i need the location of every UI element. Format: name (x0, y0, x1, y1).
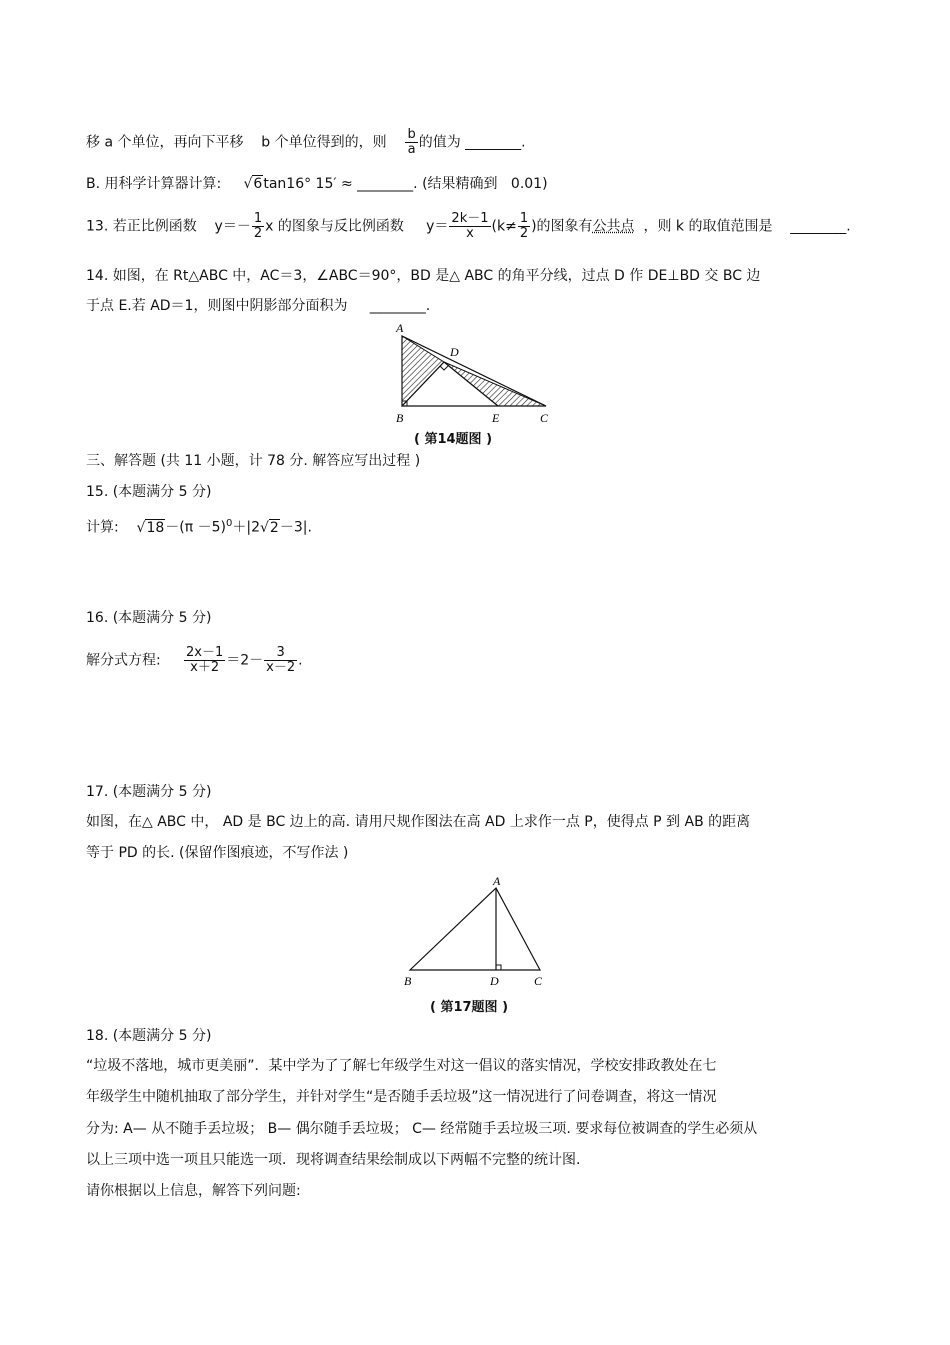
label-a: A (396, 321, 404, 335)
fraction-b-over-a: $\frac{b}{a}$ (407, 127, 416, 157)
question-17-line2: 等于 PD 的长. (保留作图痕迹，不写作法 ) (86, 845, 349, 861)
label-e: E (492, 411, 500, 425)
label-d17: D (490, 974, 499, 988)
question-17-line1: 如图，在△ ABC 中， AD 是 BC 边上的高. 请用尺规作图法在高 AD 上求作一点 P，使得点 P 到 AB 的距离 (86, 814, 751, 830)
sqrt-expression: √6 (243, 176, 263, 192)
label-c17: C (534, 974, 543, 988)
fraction-one-half-cond: $\frac{1}{2}$ (519, 211, 529, 241)
question-14-line2: 于点 E.若 AD＝1，则图中阴影部分面积为 ________. (86, 298, 431, 314)
question-16-body: 解分式方程: $\frac{2x-1}{x+2}$ ＝2－ $\frac{3}{x-2}$ . (86, 645, 303, 675)
figure-14-caption: ( 第14题图 ) (414, 432, 493, 447)
shaded-region-dec (444, 362, 546, 406)
fraction-2k-minus-1-over-x: $\frac{2k-1}{x}$ (451, 211, 489, 241)
figure-14 (388, 318, 558, 428)
emphasis-common-point: 公共点 (592, 218, 635, 235)
sqrt-2: √2 (260, 519, 279, 536)
fraction-one-half: $\frac{1}{2}$ (253, 211, 263, 241)
right-angle-mark-d17 (496, 965, 501, 970)
fraction-2x-minus-1-over-x-plus-2: $\frac{2x-1}{x+2}$ (185, 645, 224, 675)
figure-17 (398, 872, 558, 992)
label-d: D (450, 345, 459, 359)
section-3-heading: 三、解答题 (共 11 小题，计 78 分. 解答应写出过程 ) (86, 453, 421, 469)
question-b: B. 用科学计算器计算: √6tan16° 15′ ≈ ________. (结果精确到 0.01) (86, 176, 548, 192)
question-18-line1: “垃圾不落地，城市更美丽”．某中学为了了解七年级学生对这一倡议的落实情况，学校安排政教处在七 (86, 1058, 717, 1074)
question-15-title: 15. (本题满分 5 分) (86, 484, 212, 500)
label-b: B (396, 411, 404, 425)
figure-17-caption: ( 第17题图 ) (430, 1000, 509, 1015)
label-a17: A (493, 874, 501, 888)
question-16-title: 16. (本题满分 5 分) (86, 610, 212, 626)
question-18-title: 18. (本题满分 5 分) (86, 1028, 212, 1044)
question-18-line2: 年级学生中随机抽取了部分学生，并针对学生“是否随手丢垃圾”这一情况进行了问卷调查，将这一情况 (86, 1089, 717, 1105)
sqrt-18: √18 (136, 519, 165, 536)
question-17-title: 17. (本题满分 5 分) (86, 784, 212, 800)
question-14-line1: 14. 如图，在 Rt△ABC 中，AC＝3，∠ABC＝90°，BD 是△ ABC 的角平分线，过点 D 作 DE⊥BD 交 BC 边 (86, 268, 761, 284)
right-angle-mark-d (440, 366, 448, 370)
question-15-body: 计算: $√18-(\pi -5)^0+|2√2-3|$. (86, 518, 312, 536)
q12-continuation: 移 a 个单位，再向下平移 b 个单位得到的，则 $\frac{b}{a}$ 的值为 ________. (86, 127, 526, 157)
question-18-line4: 以上三项中选一项且只能选一项．现将调查结果绘制成以下两幅不完整的统计图. (86, 1152, 581, 1168)
question-18-line5: 请你根据以上信息，解答下列问题: (86, 1183, 301, 1199)
triangle-abc-17 (410, 888, 540, 970)
fraction-3-over-x-minus-2: $\frac{3}{x-2}$ (266, 645, 296, 675)
question-18-line3: 分为: A— 从不随手丢垃圾； B— 偶尔随手丢垃圾； C— 经常随手丢垃圾三项. 要求每位被调查的学生必须从 (86, 1121, 758, 1137)
label-b17: B (404, 974, 412, 988)
label-c: C (540, 411, 549, 425)
question-13: 13. 若正比例函数 y＝－ $\frac{1}{2}$ x 的图象与反比例函数 y＝ $\frac{2k-1}{x}$ (k≠ $\frac{1}{2}$ )的图象有公共点 ，则 k 的取值范围是 ________. (86, 211, 851, 241)
